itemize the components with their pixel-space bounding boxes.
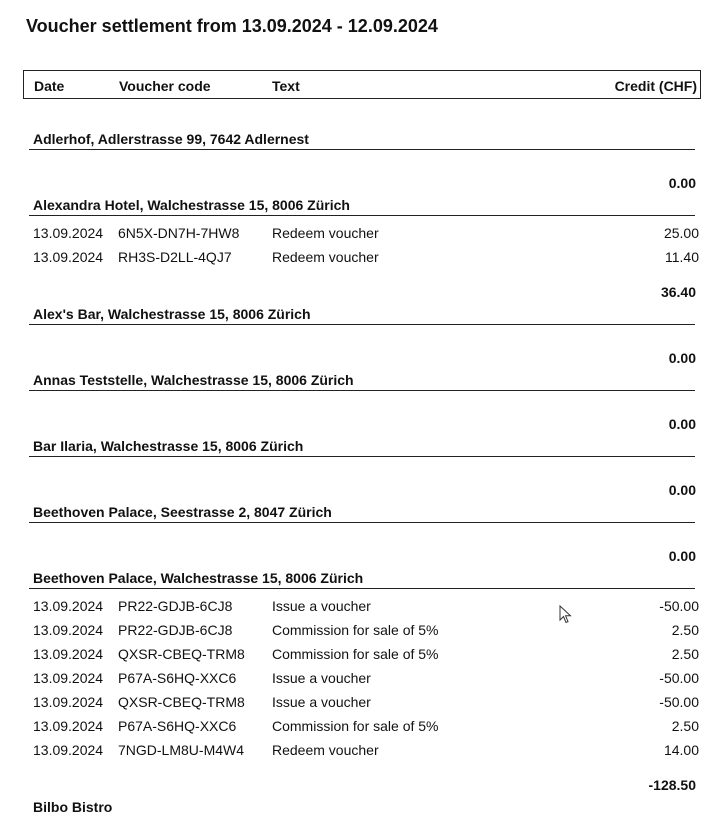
- vendor-divider: [29, 390, 695, 391]
- vendor-divider: [29, 215, 695, 216]
- row-date: 13.09.2024: [33, 742, 104, 758]
- table-row: [0, 718, 725, 738]
- mouse-cursor-icon: [559, 605, 573, 625]
- header-voucher-code: Voucher code: [119, 78, 211, 94]
- table-row: [0, 249, 725, 269]
- vendor-heading: Adlerhof, Adlerstrasse 99, 7642 Adlernest: [33, 131, 309, 147]
- table-row: [0, 742, 725, 762]
- row-text: Issue a voucher: [272, 598, 371, 614]
- row-credit: 14.00: [663, 742, 699, 758]
- row-voucher-code: P67A-S6HQ-XXC6: [118, 670, 237, 686]
- vendor-divider: [29, 149, 695, 150]
- table-row: [0, 225, 725, 245]
- row-date: 13.09.2024: [33, 694, 104, 710]
- table-row: [0, 670, 725, 690]
- vendor-heading: Alexandra Hotel, Walchestrasse 15, 8006 Zürich: [33, 197, 350, 213]
- row-voucher-code: 7NGD-LM8U-M4W4: [118, 742, 245, 758]
- row-text: Issue a voucher: [272, 670, 371, 686]
- vendor-divider: [29, 456, 695, 457]
- row-credit: 2.50: [671, 622, 699, 638]
- row-text: Commission for sale of 5%: [272, 646, 439, 662]
- section-total: 0.00: [668, 548, 696, 564]
- row-credit: -50.00: [659, 694, 699, 710]
- section-total: 0.00: [668, 175, 696, 191]
- vendor-divider: [29, 588, 695, 589]
- row-date: 13.09.2024: [33, 670, 104, 686]
- vendor-heading: Beethoven Palace, Seestrasse 2, 8047 Zürich: [33, 504, 332, 520]
- table-row: [0, 598, 725, 618]
- row-credit: -50.00: [659, 598, 699, 614]
- row-date: 13.09.2024: [33, 646, 104, 662]
- row-voucher-code: PR22-GDJB-6CJ8: [118, 598, 233, 614]
- row-date: 13.09.2024: [33, 225, 104, 241]
- section-total: 0.00: [668, 416, 696, 432]
- row-text: Redeem voucher: [272, 742, 379, 758]
- row-text: Redeem voucher: [272, 225, 379, 241]
- row-date: 13.09.2024: [33, 249, 104, 265]
- row-credit: 2.50: [671, 718, 699, 734]
- row-credit: 25.00: [663, 225, 699, 241]
- row-voucher-code: QXSR-CBEQ-TRM8: [118, 646, 245, 662]
- row-voucher-code: RH3S-D2LL-4QJ7: [118, 249, 232, 265]
- row-credit: -50.00: [659, 670, 699, 686]
- row-text: Commission for sale of 5%: [272, 718, 439, 734]
- row-text: Commission for sale of 5%: [272, 622, 439, 638]
- vendor-heading: Bilbo Bistro: [33, 799, 113, 815]
- header-date: Date: [34, 78, 65, 94]
- section-total: 0.00: [668, 482, 696, 498]
- section-total: -128.50: [648, 777, 696, 793]
- row-date: 13.09.2024: [33, 598, 104, 614]
- row-text: Redeem voucher: [272, 249, 379, 265]
- vendor-divider: [29, 324, 695, 325]
- page-title: Voucher settlement from 13.09.2024 - 12.09.2024: [26, 16, 438, 36]
- row-voucher-code: PR22-GDJB-6CJ8: [118, 622, 233, 638]
- row-voucher-code: 6N5X-DN7H-7HW8: [118, 225, 240, 241]
- row-date: 13.09.2024: [33, 718, 104, 734]
- header-text: Text: [272, 78, 300, 94]
- header-credit: Credit (CHF): [614, 78, 697, 94]
- vendor-heading: Bar Ilaria, Walchestrasse 15, 8006 Zürich: [33, 438, 304, 454]
- row-credit: 2.50: [671, 646, 699, 662]
- table-row: [0, 694, 725, 714]
- section-total: 0.00: [668, 350, 696, 366]
- row-date: 13.09.2024: [33, 622, 104, 638]
- table-row: [0, 622, 725, 642]
- vendor-heading: Annas Teststelle, Walchestrasse 15, 8006 Zürich: [33, 372, 354, 388]
- vendor-heading: Alex's Bar, Walchestrasse 15, 8006 Zürich: [33, 306, 311, 322]
- row-voucher-code: QXSR-CBEQ-TRM8: [118, 694, 245, 710]
- row-text: Issue a voucher: [272, 694, 371, 710]
- section-total: 36.40: [660, 284, 696, 300]
- table-row: [0, 646, 725, 666]
- row-voucher-code: P67A-S6HQ-XXC6: [118, 718, 237, 734]
- vendor-heading: Beethoven Palace, Walchestrasse 15, 8006 Zürich: [33, 570, 364, 586]
- vendor-divider: [29, 522, 695, 523]
- row-credit: 11.40: [665, 249, 699, 265]
